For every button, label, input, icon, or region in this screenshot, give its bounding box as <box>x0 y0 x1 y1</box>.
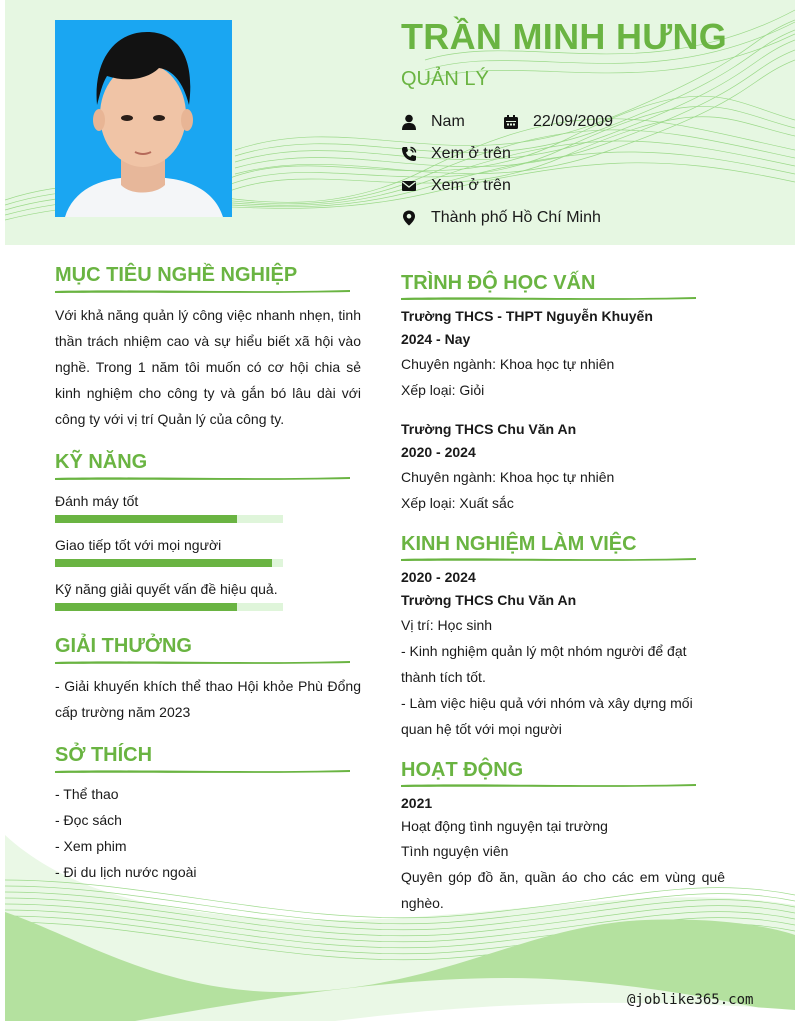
activity-name: Hoạt động tình nguyện tại trường <box>401 818 608 834</box>
location-value: Thành phố Hồ Chí Minh <box>431 209 601 226</box>
email-row <box>401 177 511 195</box>
education-grade: Xếp loại: Xuất sắc <box>401 495 514 511</box>
objective-text: Với khả năng quản lý công việc nhanh nhẹn, tinh thần trách nhiệm cao và sự hiểu biết xã hội vào nghề. Trong 1 năm tôi muốn có cơ hội chia sẻ kinh nghiệm cho công ty và gắn bó lâu dài với công ty với vị trí Quản lý của công ty. <box>55 307 361 427</box>
skills-title-underline <box>55 475 350 481</box>
skills-title: KỸ NĂNG <box>55 451 148 473</box>
experience-desc: - Kinh nghiệm quản lý một nhóm người để đạt thành tích tốt. <box>401 643 687 685</box>
phone-value: Xem ở trên <box>431 145 511 162</box>
experience-company: Trường THCS Chu Văn An <box>401 592 577 608</box>
education-school: Trường THCS Chu Văn An <box>401 421 577 437</box>
awards-title: GIẢI THƯỞNG <box>55 635 192 657</box>
skill-bar <box>55 515 283 523</box>
skill-label: Kỹ năng giải quyết vấn đề hiệu quả. <box>55 581 278 597</box>
hobby-item: - Đọc sách <box>55 812 122 828</box>
skill-bar-fill <box>55 515 237 523</box>
activity-desc: Quyên góp đồ ăn, quần áo cho các em vùng quê nghèo. <box>401 869 725 911</box>
hobby-item: - Thể thao <box>55 786 119 802</box>
skill-label: Đánh máy tốt <box>55 493 139 509</box>
skill-bar-fill <box>55 603 237 611</box>
education-title-underline <box>401 295 696 301</box>
experience-position: Vị trí: Học sinh <box>401 617 493 633</box>
experience-title: KINH NGHIỆM LÀM VIỆC <box>401 533 637 555</box>
gender-row <box>401 113 465 131</box>
education-title: TRÌNH ĐỘ HỌC VẤN <box>401 272 596 294</box>
hobby-item: - Đi du lịch nước ngoài <box>55 864 197 880</box>
email-value: Xem ở trên <box>431 177 511 194</box>
activity-role: Tình nguyện viên <box>401 843 509 859</box>
skill-label: Giao tiếp tốt với mọi người <box>55 537 222 553</box>
birthdate-row <box>503 113 613 131</box>
education-grade: Xếp loại: Giỏi <box>401 382 485 398</box>
education-school: Trường THCS - THPT Nguyễn Khuyến <box>401 308 653 324</box>
skill-bar-fill <box>55 559 272 567</box>
skill-bar <box>55 559 283 567</box>
candidate-name: TRẦN MINH HƯNG <box>401 16 728 57</box>
activities-title-underline <box>401 782 696 788</box>
phone-icon <box>401 146 417 162</box>
activity-year: 2021 <box>401 795 433 811</box>
watermark: @joblike365.com <box>627 992 754 1008</box>
education-major: Chuyên ngành: Khoa học tự nhiên <box>401 469 615 485</box>
profile-photo <box>55 20 232 217</box>
objective-title-underline <box>55 288 350 294</box>
calendar-icon <box>503 114 519 130</box>
location-row <box>401 209 601 227</box>
user-icon <box>401 114 417 130</box>
experience-title-underline <box>401 556 696 562</box>
education-major: Chuyên ngành: Khoa học tự nhiên <box>401 356 615 372</box>
hobbies-title: SỞ THÍCH <box>55 744 153 766</box>
hobby-item: - Xem phim <box>55 838 127 854</box>
awards-title-underline <box>55 659 350 665</box>
gender-value: Nam <box>431 113 465 130</box>
email-icon <box>401 178 417 194</box>
experience-period: 2020 - 2024 <box>401 569 476 585</box>
objective-title: MỤC TIÊU NGHỀ NGHIỆP <box>55 264 298 286</box>
location-pin-icon <box>401 210 417 226</box>
awards-text: - Giải khuyến khích thể thao Hội khỏe Phù Đổng cấp trường năm 2023 <box>55 678 361 720</box>
hobbies-title-underline <box>55 768 350 774</box>
cv-page <box>5 0 795 1021</box>
skill-bar <box>55 603 283 611</box>
phone-row <box>401 145 511 163</box>
education-period: 2020 - 2024 <box>401 444 476 460</box>
experience-desc: - Làm việc hiệu quả với nhóm và xây dựng mối quan hệ tốt với mọi người <box>401 695 693 737</box>
job-title: QUẢN LÝ <box>401 68 489 90</box>
education-period: 2024 - Nay <box>401 331 471 347</box>
activities-title: HOẠT ĐỘNG <box>401 759 524 781</box>
cv-header <box>5 0 795 245</box>
birthdate-value: 22/09/2009 <box>533 113 614 130</box>
